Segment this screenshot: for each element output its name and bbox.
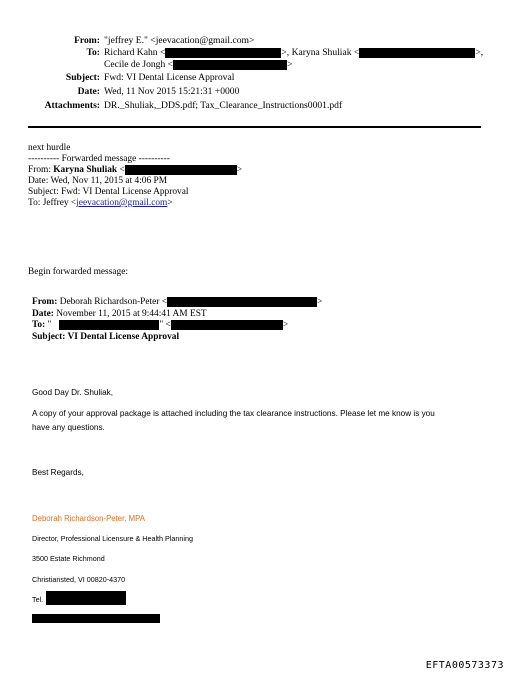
redaction-box (359, 48, 475, 58)
forward-to-line (28, 197, 173, 209)
inner-subject-value: VI Dental License Approval (65, 332, 180, 342)
document-id: EFTA00573373 (425, 660, 504, 671)
forward-from-gt: > (236, 165, 243, 175)
inner-subject-line (32, 331, 179, 343)
header-divider (28, 126, 481, 128)
attachments-value: DR._Shuliak,_DDS.pdf; Tax_Clearance_Instructions0001.pdf (104, 100, 343, 111)
from-value: "jeffrey E." <jeevacation@gmail.com> (104, 35, 255, 46)
to-recipients-line1 (104, 47, 483, 59)
inner-to-line (32, 319, 288, 331)
forward-from-prefix: From: (28, 165, 54, 175)
inner-to-mid: " < (159, 320, 171, 330)
email-link[interactable]: jeevacation@gmail.com (76, 198, 168, 208)
inner-from-gt: > (317, 297, 323, 307)
subject-value: Fwd: VI Dental License Approval (104, 72, 235, 83)
attachments-label: Attachments: (44, 100, 100, 111)
inner-from-label: From: (32, 297, 58, 307)
signature-address1: 3500 Estate Richmond (32, 554, 105, 563)
signature-title: Director, Professional Licensure & Health Planning (32, 534, 194, 543)
forward-separator: ---------- Forwarded message ---------- (28, 154, 170, 164)
forward-to-prefix: To: Jeffrey < (28, 198, 77, 208)
body-paragraph-line1: A copy of your approval package is attached including the tax clearance instructions. Please let me know is you (32, 409, 435, 418)
redaction-box (165, 48, 281, 58)
inner-from-value: Deborah Richardson-Peter < (57, 297, 168, 307)
signature-tel (32, 595, 43, 605)
to-recipients-line2 (104, 59, 293, 71)
forward-note: next hurdle (28, 143, 71, 153)
inner-to-gt: > (282, 320, 289, 330)
inner-subject-label: Subject: (32, 332, 66, 342)
date-label: Date: (77, 86, 100, 97)
to-recipient-dejongh: Cecile de Jongh < (104, 59, 174, 70)
begin-forwarded: Begin forwarded message: (28, 267, 128, 277)
inner-to-value: " (45, 320, 52, 330)
redaction-box (167, 297, 317, 307)
signature-address2: Christiansted, VI 00820-4370 (32, 575, 126, 584)
redaction-box (173, 60, 287, 70)
date-value: Wed, 11 Nov 2015 15:21:31 +0000 (104, 86, 240, 97)
to-tail: > (287, 59, 293, 70)
forward-from-name: Karyna Shuliak (53, 165, 118, 175)
tel-label: Tel. (32, 595, 44, 604)
forward-from-lt: < (117, 165, 125, 175)
inner-to-label: To: (32, 320, 46, 330)
forward-to-suffix: > (167, 198, 173, 208)
to-recipient-shuliak: >, Karyna Shuliak < (281, 47, 360, 58)
signature-name: Deborah Richardson-Peter, MPA (32, 514, 145, 523)
greeting: Good Day Dr. Shuliak, (32, 388, 114, 397)
redaction-box (32, 614, 160, 623)
redaction-box (46, 591, 126, 605)
forward-subject-line: Subject: Fwd: VI Dental License Approval (28, 187, 189, 197)
from-label: From: (74, 35, 100, 46)
forward-date-line: Date: Wed, Nov 11, 2015 at 4:06 PM (28, 176, 168, 186)
body-paragraph-line2: have any questions. (32, 423, 105, 432)
redaction-box (171, 320, 283, 330)
inner-from-line (32, 296, 322, 308)
closing: Best Regards, (32, 468, 84, 477)
subject-label: Subject: (65, 72, 100, 83)
inner-date-value: November 11, 2015 at 9:44:41 AM EST (53, 309, 207, 319)
redaction-box (59, 320, 159, 330)
redaction-box (125, 165, 237, 175)
to-tail: >, (475, 47, 484, 58)
to-recipient-kahn: Richard Kahn < (104, 47, 166, 58)
to-label: To: (86, 47, 100, 58)
inner-date-label: Date: (32, 309, 54, 319)
